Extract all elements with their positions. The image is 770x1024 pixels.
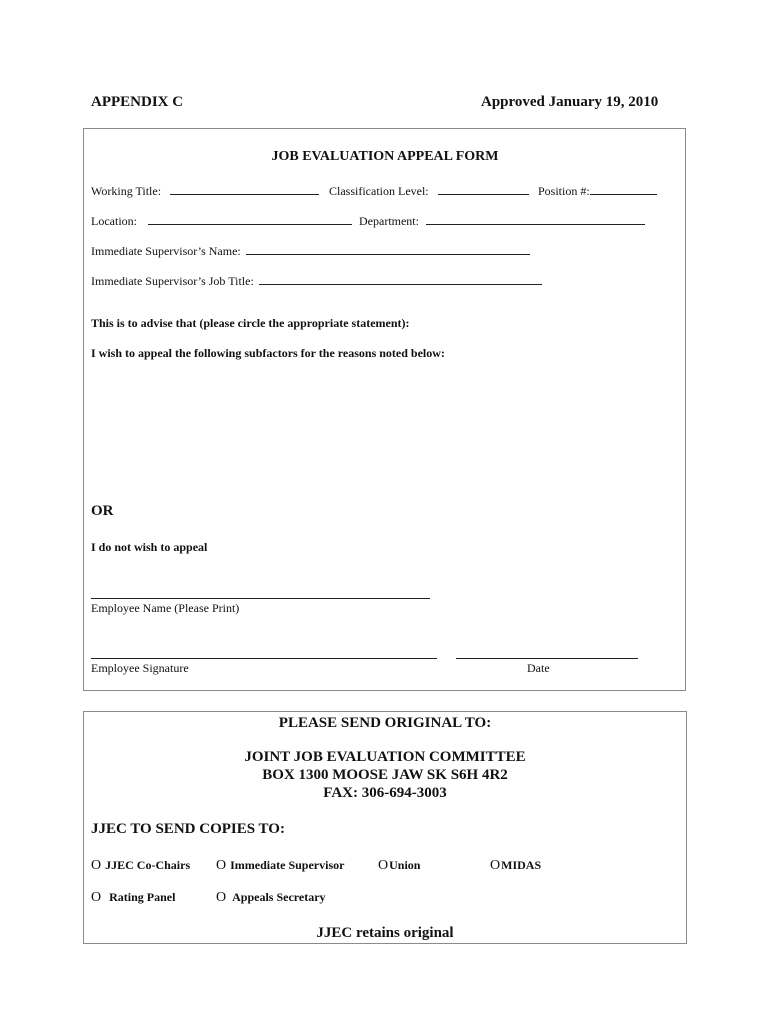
- radio-circle-icon[interactable]: O: [490, 858, 501, 873]
- committee-address: BOX 1300 MOOSE JAW SK S6H 4R2: [262, 767, 508, 783]
- working-title-row: [91, 183, 319, 199]
- option-label: Appeals Secretary: [232, 890, 326, 904]
- working-title-field[interactable]: [170, 183, 319, 195]
- option-label: Union: [389, 858, 421, 872]
- classification-row: [329, 183, 529, 199]
- appendix-label: APPENDIX C: [91, 94, 184, 110]
- position-label: Position #:: [538, 184, 590, 198]
- option-union[interactable]: [378, 858, 420, 874]
- option-appeals-secretary[interactable]: [216, 890, 326, 906]
- committee-name: JOINT JOB EVALUATION COMMITTEE: [244, 749, 526, 765]
- radio-circle-icon[interactable]: O: [91, 858, 102, 873]
- no-appeal-statement: I do not wish to appeal: [91, 540, 208, 554]
- location-label: Location:: [91, 214, 137, 228]
- or-divider: OR: [91, 503, 114, 519]
- approved-date: Approved January 19, 2010: [481, 94, 659, 110]
- location-field[interactable]: [148, 213, 352, 225]
- option-jjec-co-chairs[interactable]: [91, 858, 190, 874]
- radio-circle-icon[interactable]: O: [216, 890, 227, 905]
- send-original-heading: PLEASE SEND ORIGINAL TO:: [278, 715, 492, 731]
- employee-name-label: Employee Name (Please Print): [91, 601, 240, 615]
- retains-original-note: JJEC retains original: [316, 925, 454, 941]
- committee-fax: FAX: 306-694-3003: [323, 785, 447, 801]
- supervisor-title-row: [91, 273, 542, 289]
- department-field[interactable]: [426, 213, 645, 225]
- employee-signature-line[interactable]: [91, 658, 437, 659]
- classification-level-label: Classification Level:: [329, 184, 429, 198]
- form-title: JOB EVALUATION APPEAL FORM: [271, 149, 499, 164]
- option-rating-panel[interactable]: [91, 890, 175, 906]
- advise-statement: This is to advise that (please circle the appropriate statement):: [91, 316, 410, 330]
- appeal-statement: I wish to appeal the following subfactors for the reasons noted below:: [91, 346, 445, 360]
- option-midas[interactable]: [490, 858, 541, 874]
- supervisor-title-label: Immediate Supervisor’s Job Title:: [91, 274, 254, 288]
- department-row: [359, 213, 645, 229]
- employee-name-line[interactable]: [91, 598, 430, 599]
- supervisor-name-label: Immediate Supervisor’s Name:: [91, 244, 241, 258]
- classification-level-field[interactable]: [438, 183, 529, 195]
- radio-circle-icon[interactable]: O: [91, 890, 102, 905]
- radio-circle-icon[interactable]: O: [378, 858, 389, 873]
- radio-circle-icon[interactable]: O: [216, 858, 227, 873]
- option-label: Immediate Supervisor: [230, 858, 345, 872]
- department-label: Department:: [359, 214, 419, 228]
- option-label: Rating Panel: [109, 890, 176, 904]
- option-immediate-supervisor[interactable]: [216, 858, 344, 874]
- position-field[interactable]: [590, 183, 657, 195]
- option-label: MIDAS: [501, 858, 542, 872]
- date-label: Date: [527, 661, 550, 675]
- employee-signature-label: Employee Signature: [91, 661, 189, 675]
- location-row: [91, 213, 352, 229]
- supervisor-name-row: [91, 243, 530, 259]
- option-label: JJEC Co-Chairs: [105, 858, 191, 872]
- working-title-label: Working Title:: [91, 184, 162, 198]
- copies-heading: JJEC TO SEND COPIES TO:: [91, 821, 285, 837]
- supervisor-name-field[interactable]: [246, 243, 530, 255]
- date-line[interactable]: [456, 658, 638, 659]
- position-row: [538, 183, 657, 199]
- supervisor-title-field[interactable]: [259, 273, 542, 285]
